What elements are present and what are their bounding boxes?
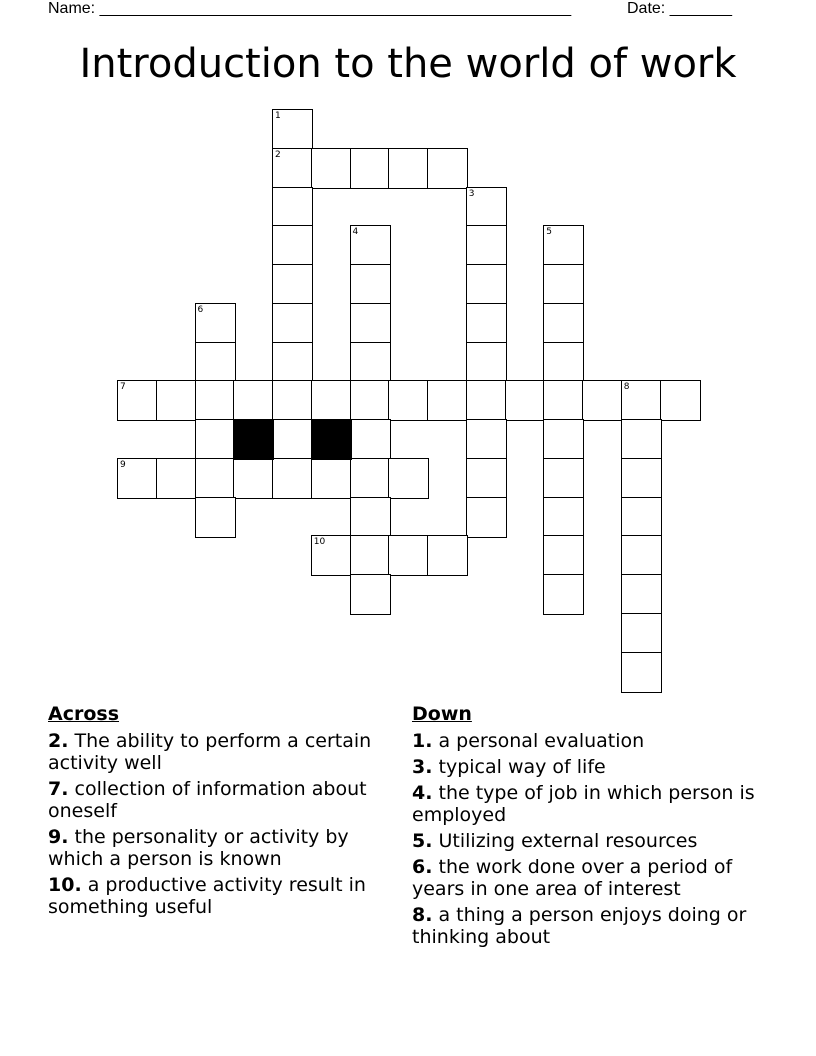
down-clue <box>412 904 762 948</box>
crossword-cell[interactable] <box>311 148 352 189</box>
crossword-cell[interactable] <box>543 380 584 421</box>
crossword-cell[interactable] <box>388 148 429 189</box>
clue-number: 4. <box>412 782 433 804</box>
clue-number-label: 4 <box>352 227 359 238</box>
down-heading: Down <box>412 703 472 725</box>
crossword-cell[interactable] <box>466 303 507 344</box>
clue-number: 9. <box>48 826 69 848</box>
crossword-cell[interactable] <box>350 535 391 576</box>
crossword-cell[interactable] <box>350 264 391 305</box>
crossword-cell[interactable] <box>543 264 584 305</box>
crossword-cell[interactable] <box>543 574 584 615</box>
clue-text: a thing a person enjoys doing or thinking about <box>412 904 747 948</box>
crossword-cell[interactable] <box>272 264 313 305</box>
clue-number: 2. <box>48 730 69 752</box>
crossword-cell[interactable] <box>388 380 429 421</box>
clue-number-label: 7 <box>120 382 126 393</box>
clue-number-label: 5 <box>546 227 552 238</box>
crossword-cell[interactable] <box>350 419 391 460</box>
crossword-cell[interactable] <box>621 458 662 499</box>
name-field[interactable]: Name: _____________________________________________________ <box>48 0 572 17</box>
crossword-cell[interactable] <box>156 380 197 421</box>
across-clue <box>48 730 393 774</box>
clue-text: collection of information about oneself <box>48 778 367 822</box>
clue-number-label: 9 <box>120 459 126 470</box>
crossword-cell[interactable] <box>466 225 507 266</box>
crossword-cell[interactable] <box>621 419 662 460</box>
crossword-cell[interactable] <box>350 225 391 266</box>
crossword-cell[interactable] <box>543 342 584 383</box>
clue-number-label: 3 <box>468 188 475 199</box>
crossword-cell[interactable] <box>195 342 236 383</box>
crossword-cell[interactable] <box>466 497 507 538</box>
crossword-cell[interactable] <box>272 342 313 383</box>
crossword-cell[interactable] <box>272 109 313 150</box>
clue-text: the personality or activity by which a person is known <box>48 826 349 870</box>
crossword-cell[interactable] <box>272 458 313 499</box>
crossword-cell[interactable] <box>195 419 236 460</box>
down-clue <box>412 756 762 778</box>
crossword-cell[interactable] <box>543 419 584 460</box>
down-clue <box>412 730 762 752</box>
across-clue <box>48 826 393 870</box>
crossword-cell[interactable] <box>466 342 507 383</box>
crossword-cell[interactable] <box>156 458 197 499</box>
crossword-cell[interactable] <box>350 148 391 189</box>
crossword-cell[interactable] <box>311 380 352 421</box>
clue-text: the type of job in which person is employed <box>412 782 755 826</box>
crossword-cell[interactable] <box>543 535 584 576</box>
clue-number: 3. <box>412 756 433 778</box>
crossword-cell[interactable] <box>660 380 701 421</box>
down-clue <box>412 782 762 826</box>
crossword-cell[interactable] <box>272 380 313 421</box>
clue-text: Utilizing external resources <box>438 830 698 852</box>
puzzle-title: Introduction to the world of work <box>79 41 737 87</box>
down-clues <box>412 702 762 952</box>
crossword-cell[interactable] <box>195 497 236 538</box>
crossword-cell[interactable] <box>272 148 313 189</box>
crossword-cell[interactable] <box>621 497 662 538</box>
clue-text: a personal evaluation <box>438 730 645 752</box>
crossword-cell[interactable] <box>117 458 158 499</box>
crossword-cell[interactable] <box>311 535 352 576</box>
down-clue <box>412 830 762 852</box>
crossword-cell[interactable] <box>272 187 313 228</box>
clue-text: The ability to perform a certain activity well <box>48 730 372 774</box>
crossword-cell[interactable] <box>621 613 662 654</box>
across-clue <box>48 874 393 918</box>
clue-number-label: 2 <box>275 149 281 160</box>
crossword-cell[interactable] <box>272 419 313 460</box>
blocked-cell <box>233 419 274 460</box>
crossword-cell[interactable] <box>117 380 158 421</box>
clue-number: 8. <box>412 904 433 926</box>
crossword-cell[interactable] <box>195 458 236 499</box>
crossword-cell[interactable] <box>272 225 313 266</box>
clue-number-label: 8 <box>623 382 630 393</box>
crossword-cell[interactable] <box>543 303 584 344</box>
crossword-cell[interactable] <box>543 497 584 538</box>
crossword-cell[interactable] <box>350 574 391 615</box>
crossword-cell[interactable] <box>427 535 468 576</box>
date-field[interactable]: Date: _______ <box>627 0 732 17</box>
crossword-cell[interactable] <box>543 458 584 499</box>
crossword-cell[interactable] <box>466 187 507 228</box>
crossword-cell[interactable] <box>543 225 584 266</box>
crossword-cell[interactable] <box>582 380 623 421</box>
down-clue <box>412 856 762 900</box>
blocked-cell <box>311 419 352 460</box>
clue-number: 5. <box>412 830 433 852</box>
crossword-cell[interactable] <box>466 380 507 421</box>
clue-number-label: 1 <box>275 111 281 121</box>
clue-number-label: 6 <box>197 304 204 315</box>
crossword-cell[interactable] <box>621 652 662 693</box>
crossword-cell[interactable] <box>233 380 274 421</box>
clue-number: 10. <box>48 874 82 896</box>
crossword-cell[interactable] <box>466 264 507 305</box>
crossword-cell[interactable] <box>466 458 507 499</box>
crossword-cell[interactable] <box>195 380 236 421</box>
clue-text: the work done over a period of years in one area of interest <box>412 856 733 900</box>
clue-text: typical way of life <box>438 756 606 778</box>
crossword-cell[interactable] <box>427 380 468 421</box>
crossword-cell[interactable] <box>621 535 662 576</box>
crossword-cell[interactable] <box>621 380 662 421</box>
crossword-cell[interactable] <box>427 148 468 189</box>
across-heading: Across <box>48 703 120 725</box>
crossword-cell[interactable] <box>233 458 274 499</box>
crossword-cell[interactable] <box>350 497 391 538</box>
crossword-cell[interactable] <box>621 574 662 615</box>
crossword-cell[interactable] <box>350 458 391 499</box>
crossword-cell[interactable] <box>388 535 429 576</box>
crossword-cell[interactable] <box>505 380 546 421</box>
clue-number-label: 10 <box>313 537 326 548</box>
clue-text: a productive activity result in something useful <box>48 874 366 918</box>
crossword-cell[interactable] <box>350 342 391 383</box>
crossword-cell[interactable] <box>350 380 391 421</box>
crossword-cell[interactable] <box>388 458 429 499</box>
crossword-cell[interactable] <box>350 303 391 344</box>
crossword-cell[interactable] <box>272 303 313 344</box>
clue-number: 1. <box>412 730 433 752</box>
crossword-cell[interactable] <box>195 303 236 344</box>
clue-number: 7. <box>48 778 69 800</box>
crossword-cell[interactable] <box>466 419 507 460</box>
clue-number: 6. <box>412 856 433 878</box>
crossword-cell[interactable] <box>311 458 352 499</box>
across-clue <box>48 778 393 822</box>
across-clues <box>48 702 393 922</box>
